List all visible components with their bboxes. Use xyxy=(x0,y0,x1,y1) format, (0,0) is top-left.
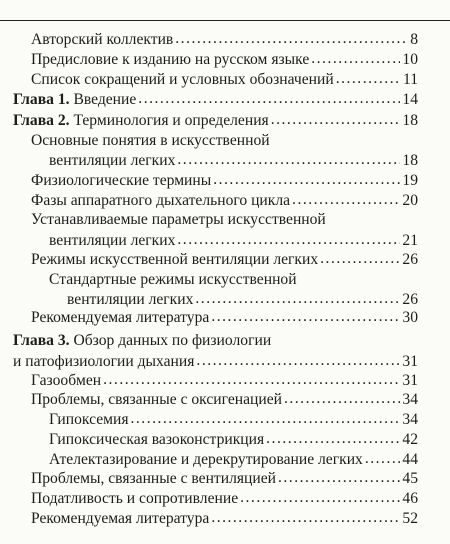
entry-title: Гипоксемия xyxy=(49,411,129,429)
entry-title: Основные понятия в искусственной xyxy=(31,132,270,150)
entry-title: Гипоксическая вазоконстрикция xyxy=(49,430,265,448)
entry-title: Газообмен xyxy=(31,371,102,389)
entry-page: 31 xyxy=(402,352,418,370)
entry-page: 42 xyxy=(402,430,418,448)
entry-title: Рекомендуемая литература xyxy=(31,309,210,327)
entry-page: 8 xyxy=(410,31,418,49)
entry-title: Авторский коллектив xyxy=(31,31,174,49)
entry-title: Фазы аппаратного дыхательного цикла xyxy=(31,191,291,209)
entry-title: Предисловие к изданию на русском языке xyxy=(31,51,310,69)
entry-page: 45 xyxy=(402,470,418,488)
entry-title: Ателектазирование и дерекрутирование легких xyxy=(49,450,363,468)
entry-page: 31 xyxy=(402,371,418,389)
entry-title: Устанавливаемые параметры искусственной xyxy=(31,211,326,229)
entry-page: 52 xyxy=(402,510,418,527)
chapter-label: Глава 1. xyxy=(13,90,70,108)
entry-page: 30 xyxy=(402,309,418,327)
entry-title: Терминология и определения xyxy=(73,112,269,130)
entry-page: 14 xyxy=(402,90,418,108)
chapter-label: Глава 2. xyxy=(13,112,70,130)
entry-title-cont: вентиляции легких xyxy=(49,232,176,250)
entry-title: Проблемы, связанные с вентиляцией xyxy=(31,470,276,488)
entry-page: 46 xyxy=(402,490,418,508)
entry-page: 11 xyxy=(402,70,418,88)
entry-page: 34 xyxy=(402,391,418,409)
entry-title: Режимы искусственной вентиляции легких xyxy=(31,250,319,268)
entry-title: Обзор данных по физиологии xyxy=(73,331,272,349)
entry-page: 34 xyxy=(402,411,418,429)
chapter-label: Глава 3. xyxy=(13,331,70,349)
entry-page: 18 xyxy=(402,152,418,170)
entry-title: Введение xyxy=(73,90,137,108)
entry-title: Проблемы, связанные с оксигенацией xyxy=(31,391,282,409)
entry-page: 44 xyxy=(402,450,418,468)
entry-title: Стандартные режимы искусственной xyxy=(49,270,297,288)
entry-title: Список сокращений и условных обозначений xyxy=(31,70,334,88)
entry-page: 10 xyxy=(402,51,418,69)
entry-title: Физиологические термины xyxy=(31,171,212,189)
entry-title: Податливость и сопротивление xyxy=(31,490,239,508)
entry-title: Рекомендуемая литература xyxy=(31,510,210,527)
entry-title-cont: вентиляции легких xyxy=(67,290,194,308)
entry-page: 18 xyxy=(402,112,418,130)
entry-page: 20 xyxy=(402,191,418,209)
entry-page: 26 xyxy=(402,290,418,308)
top-rule xyxy=(0,20,450,21)
entry-page: 26 xyxy=(402,250,418,268)
entry-title-cont: вентиляции легких xyxy=(49,152,176,170)
entry-page: 21 xyxy=(402,232,418,250)
entry-page: 19 xyxy=(402,171,418,189)
entry-title-cont: и патофизиологии дыхания xyxy=(13,352,195,370)
